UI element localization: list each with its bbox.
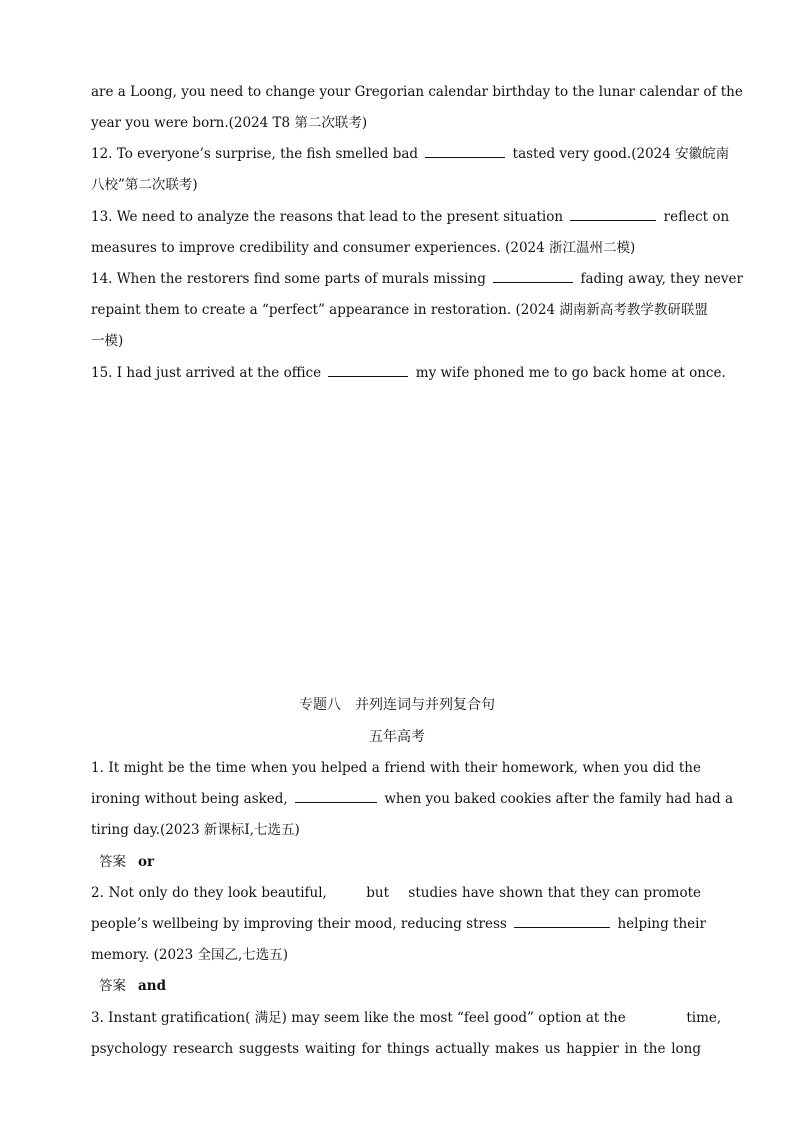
s2-answer-value: and [138,978,167,994]
q12-blank[interactable] [425,145,505,158]
q14-line-2: repaint them to create a “perfect” appearance in restoration. (2024 湖南新高考教学教研联盟 [91,302,708,318]
q12-line-2: 八校”第二次联考) [91,177,198,193]
s3-text-a: 3. Instant gratification( 满足) may seem like the most “feel good” option at the [91,1010,626,1026]
s1-answer-value: or [138,854,155,870]
s2-text-d: helping their [617,916,706,932]
q12-text-a: 12. To everyone’s surprise, the fish smelled bad [91,146,419,162]
s2-text-a: 2. Not only do they look beautiful, [91,885,327,901]
s1-line-1: 1. It might be the time when you helped a friend with their homework, when you did the [91,760,701,776]
q11-line-2: year you were born.(2024 T8 第二次联考) [91,115,368,131]
s2-blank[interactable] [514,915,610,928]
q12-text-b: tasted very good.(2024 安徽皖南 [512,146,730,162]
q15-blank[interactable] [328,364,408,377]
q14-line-3: 一模) [91,333,124,349]
s1-answer [99,853,709,871]
q15-text-b: my wife phoned me to go back home at once. [415,365,726,381]
s2-answer-label: 答案 [99,978,126,994]
s2-line-2 [91,915,706,933]
q13-text-a: 13. We need to analyze the reasons that lead to the present situation [91,209,564,225]
s1-answer-label: 答案 [99,854,126,870]
q13-line-2: measures to improve credibility and consumer experiences. (2024 浙江温州二模) [91,240,636,256]
q14-text-b: fading away, they never [580,271,743,287]
s3-text-b: time, [686,1010,722,1026]
s3-line-1 [91,1009,722,1027]
s3-line-2: psychology research suggests waiting for things actually makes us happier in the long [91,1041,701,1057]
q13-text-b: reflect on [663,209,730,225]
q13-blank[interactable] [570,208,656,221]
s2-line-1 [91,884,701,902]
s1-line-3: tiring day.(2023 新课标Ⅰ,七选五) [91,822,300,838]
q14-line-1 [91,270,743,288]
q11-line-1: are a Loong, you need to change your Gregorian calendar birthday to the lunar calendar of the [91,84,743,100]
s2-text-mid: but [366,885,389,901]
q14-text-a: 14. When the restorers find some parts of murals missing [91,271,486,287]
s1-text-b: when you baked cookies after the family had had a [384,791,734,807]
s2-answer [99,977,709,995]
s2-text-c: people’s wellbeing by improving their mood, reducing stress [91,916,507,932]
s2-text-b: studies have shown that they can promote [408,885,702,901]
s1-blank[interactable] [295,790,377,803]
s2-line-3: memory. (2023 全国乙,七选五) [91,947,289,963]
q12-line-1 [91,145,730,163]
section-title: 专题八 并列连词与并列复合句 [299,697,495,713]
section-subtitle: 五年高考 [369,729,425,745]
q15-line-1 [91,364,726,382]
q13-line-1 [91,208,730,226]
s1-line-2 [91,790,734,808]
q14-blank[interactable] [493,270,573,283]
s1-text-a: ironing without being asked, [91,791,288,807]
q15-text-a: 15. I had just arrived at the office [91,365,322,381]
